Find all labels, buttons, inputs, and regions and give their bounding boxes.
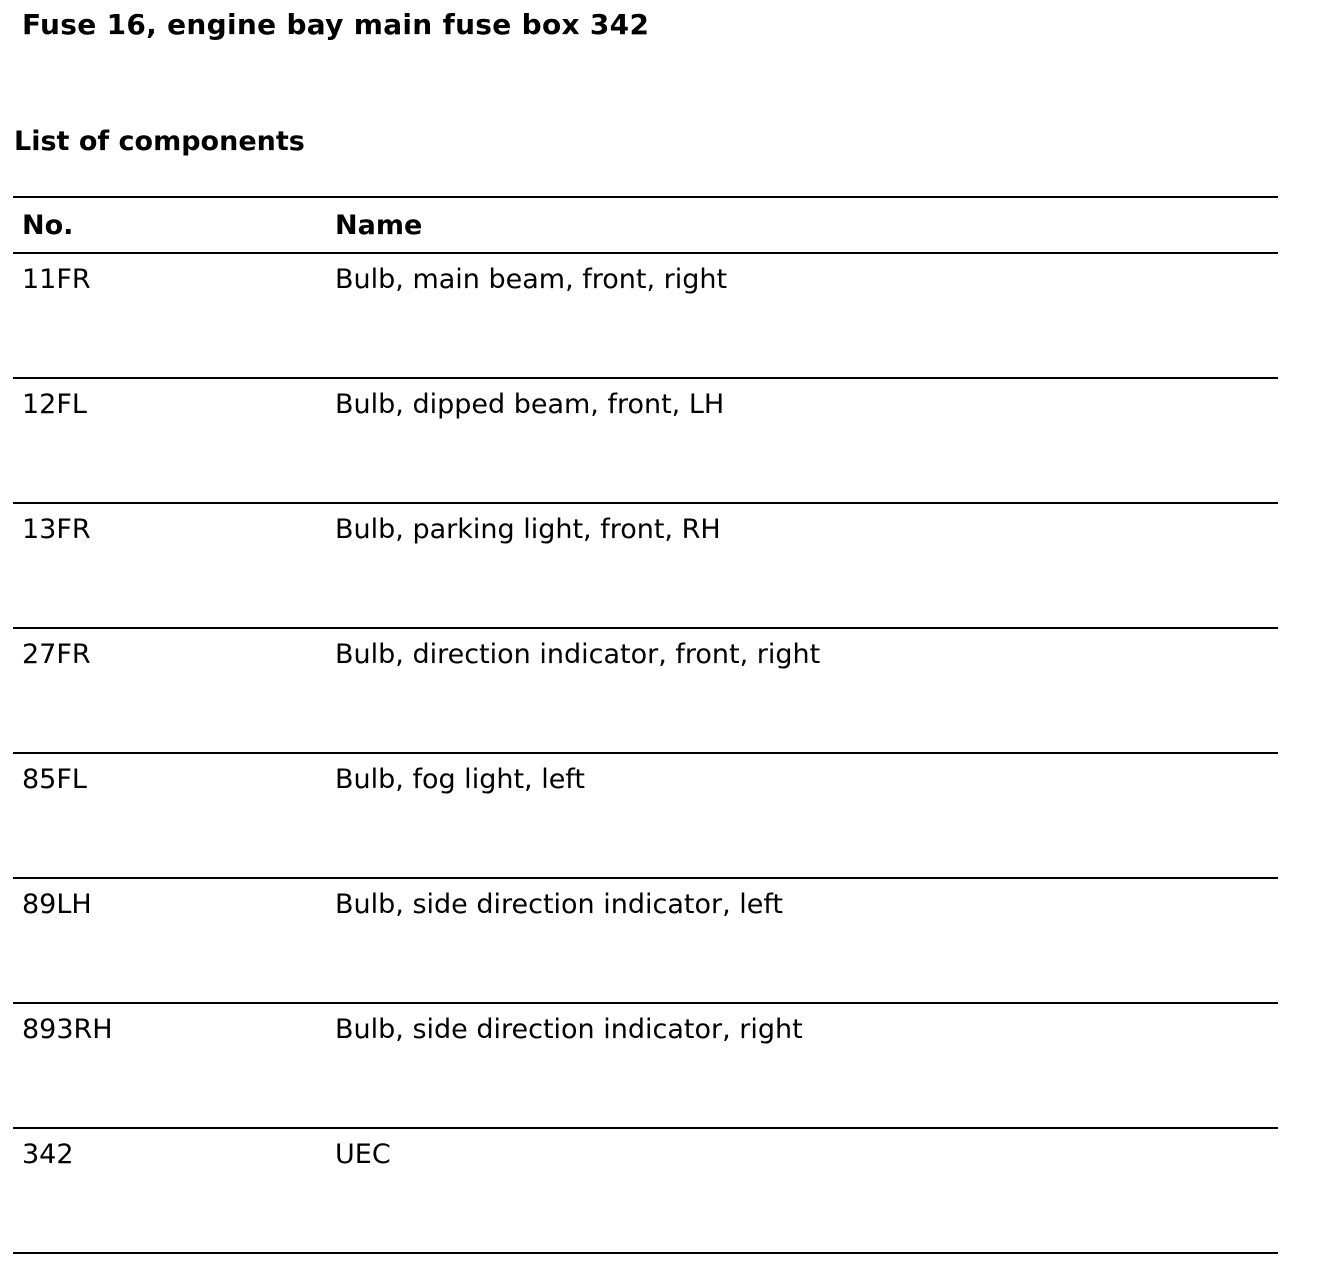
cell-name: Bulb, dipped beam, front, LH	[335, 389, 725, 420]
table-row	[13, 753, 1278, 878]
cell-name: Bulb, side direction indicator, right	[335, 1014, 803, 1045]
section-title: List of components	[14, 126, 305, 157]
table-row	[13, 1003, 1278, 1128]
cell-no: 12FL	[22, 389, 87, 420]
cell-name: Bulb, main beam, front, right	[335, 264, 728, 295]
cell-no: 89LH	[22, 889, 92, 920]
cell-no: 11FR	[22, 264, 91, 295]
cell-no: 85FL	[22, 764, 87, 795]
table-row	[13, 628, 1278, 753]
table-row	[13, 1128, 1278, 1253]
column-header-name: Name	[335, 210, 423, 241]
column-header-no: No.	[22, 210, 74, 241]
header-row	[13, 197, 1278, 253]
cell-name: Bulb, fog light, left	[335, 764, 585, 795]
components-table	[13, 196, 1278, 1254]
cell-name: Bulb, direction indicator, front, right	[335, 639, 821, 670]
table-body	[13, 253, 1278, 1253]
cell-no: 342	[22, 1139, 74, 1170]
table-row	[13, 503, 1278, 628]
cell-no: 893RH	[22, 1014, 113, 1045]
cell-name: Bulb, side direction indicator, left	[335, 889, 783, 920]
table-row	[13, 878, 1278, 1003]
document-title: Fuse 16, engine bay main fuse box 342	[22, 8, 650, 41]
cell-no: 27FR	[22, 639, 91, 670]
table-row	[13, 253, 1278, 378]
cell-no: 13FR	[22, 514, 91, 545]
table-row	[13, 378, 1278, 503]
cell-name: Bulb, parking light, front, RH	[335, 514, 721, 545]
cell-name: UEC	[335, 1139, 391, 1170]
table-header	[13, 197, 1278, 253]
